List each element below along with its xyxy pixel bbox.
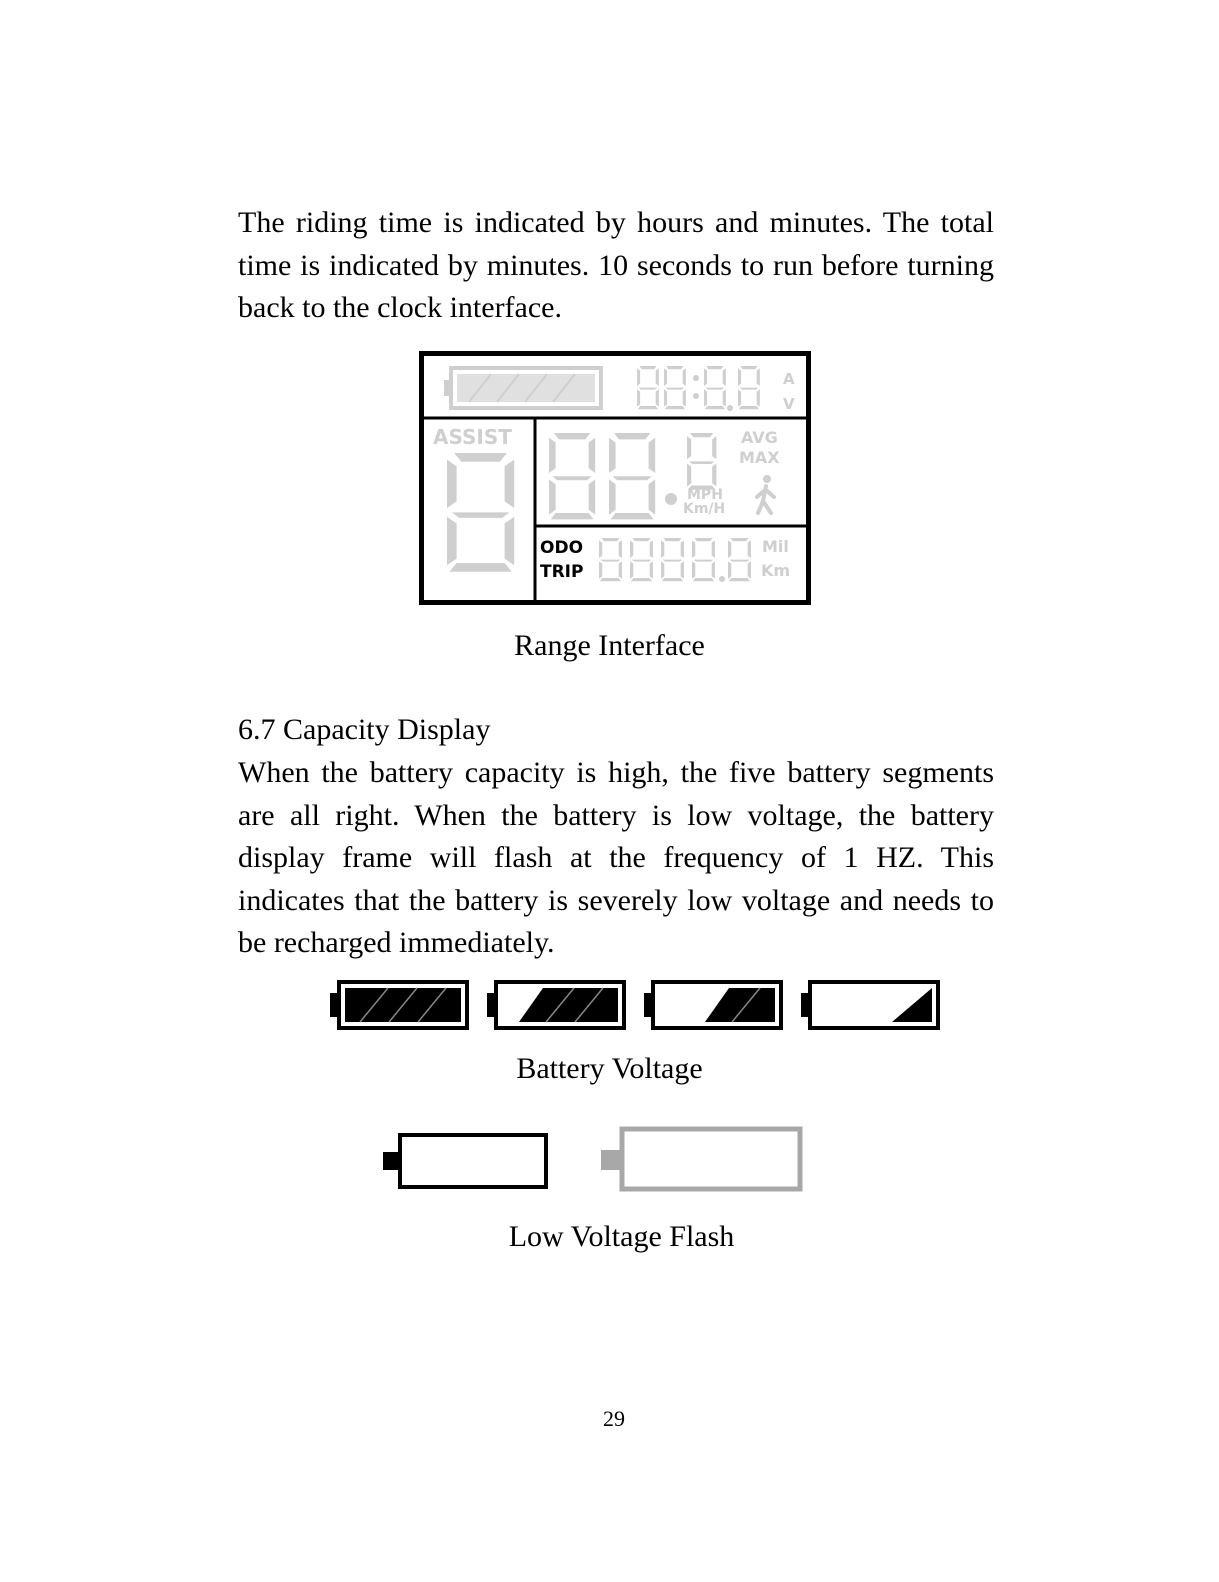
lcd-max-label: MAX	[739, 448, 780, 467]
lcd-unit-v: V	[783, 395, 795, 413]
lcd-odo-label: ODO	[540, 538, 584, 558]
lcd-battery-icon	[444, 368, 601, 408]
battery-level-icon	[801, 982, 938, 1028]
lcd-avg-label: AVG	[741, 428, 778, 447]
battery-voltage-figure	[328, 978, 962, 1036]
figure1-caption: Range Interface	[514, 629, 705, 662]
low-battery-on-icon	[383, 1135, 546, 1187]
page-number: 29	[603, 1406, 625, 1431]
battery-level-icon	[487, 982, 624, 1028]
section-heading: 6.7 Capacity Display	[238, 713, 491, 746]
lcd-unit-a: A	[783, 370, 795, 388]
section-paragraph: When the battery capacity is high, the five battery segments are all right. When the battery is low voltage, the battery display frame will flash at the frequency of 1 HZ. This indicates that the battery is severely low voltage and needs to be recharged immediately.	[238, 756, 994, 959]
lcd-kmh-label: Km/H	[683, 501, 726, 517]
figure3-caption: Low Voltage Flash	[508, 1220, 735, 1253]
low-voltage-flash-figure	[380, 1124, 806, 1196]
lcd-trip-label: TRIP	[540, 562, 584, 582]
intro-paragraph: The riding time is indicated by hours and minutes. The total time is indicated by minutes. 10 seconds to run before turning back to the clock interface.	[238, 206, 994, 324]
low-battery-off-icon	[601, 1129, 800, 1189]
battery-level-icon	[644, 982, 781, 1028]
battery-level-icon	[330, 982, 467, 1028]
figure2-caption: Battery Voltage	[516, 1052, 703, 1085]
lcd-range-interface	[419, 351, 811, 605]
lcd-km-label: Km	[761, 561, 791, 580]
lcd-mil-label: Mil	[762, 537, 789, 556]
lcd-mph-label: MPH	[687, 487, 723, 503]
lcd-assist-label: ASSIST	[433, 425, 512, 449]
